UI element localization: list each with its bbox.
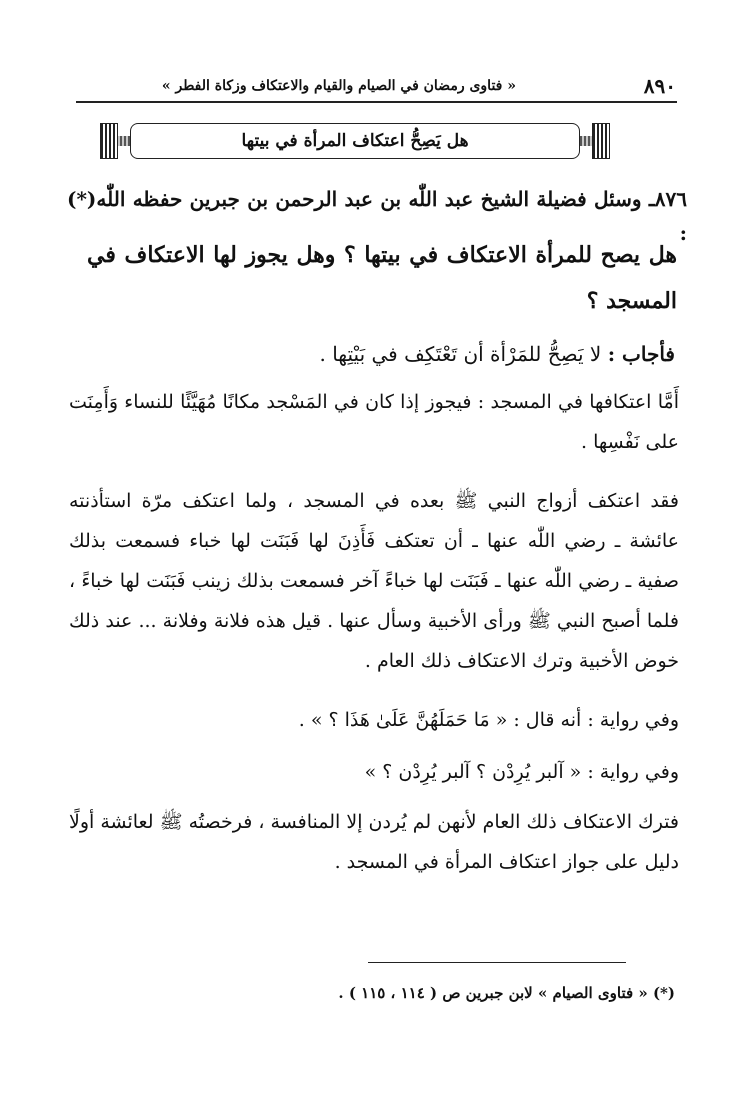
answer-lead: فأجاب : bbox=[607, 342, 675, 366]
footnote: (*) « فتاوى الصيام » لابن جبرين ص ( ١١٤ ، ١١٥ ) . bbox=[338, 984, 675, 1002]
question-text: هل يصح للمرأة الاعتكاف في بيتها ؟ وهل يجوز لها الاعتكاف في المسجد ؟ bbox=[87, 242, 677, 314]
section-title: هل يَصِحُّ اعتكاف المرأة في بيتها bbox=[130, 123, 580, 159]
header-rule bbox=[76, 101, 677, 103]
paragraph-conclusion: فترك الاعتكاف ذلك العام لأنهن لم يُردن إلا المنافسة ، فرخصتُه ﷺ لعائشة أولًا دليل على جواز اعتكاف المرأة في المسجد . bbox=[69, 811, 679, 873]
section-title-banner bbox=[100, 123, 610, 159]
footnote-rule bbox=[368, 962, 626, 963]
paragraph-mosque-condition: أَمَّا اعتكافها في المسجد : فيجوز إذا كان في المَسْجد مكانًا مُهَيَّئًا للنساء وَأَمِنَت على نَفْسِها . bbox=[69, 391, 679, 453]
banner-left-cap bbox=[100, 123, 118, 159]
banner-right-cap bbox=[592, 123, 610, 159]
book-title: « فتاوى رمضان في الصيام والقيام والاعتكاف وزكاة الفطر » bbox=[161, 78, 516, 94]
paragraph-narration-1: وفي رواية : أنه قال : « مَا حَمَلَهُنَّ عَلَىٰ هَذَا ؟ » . bbox=[298, 709, 679, 731]
running-header bbox=[76, 74, 676, 102]
paragraph-hadith-story: فقد اعتكف أزواج النبي ﷺ بعده في المسجد ، ولما اعتكف مرّة استأذنته عائشة ـ رضي اللّٰه عنها ـ أن تعتكف فَأَذِنَ لها فَبَنَت لها خباء فسمعت بذلك صفية ـ رضي اللّٰه عنها ـ فَبَنَت لها خباءً آخر فسمعت بذلك زينب فَبَنَت لها خباءً ، فلما أصبح النبي ﷺ ورأى الأخبية وسأل عنها . قيل هذه فلانة وفلانة ... عند ذلك خوض الأخبية وترك الاعتكاف ذلك العام . bbox=[69, 490, 679, 672]
page-number: ٨٩٠ bbox=[643, 74, 676, 98]
question-header: ٨٧٦ـ وسئل فضيلة الشيخ عبد اللّٰه بن عبد الرحمن بن جبرين حفظه اللّٰه(*) : bbox=[67, 187, 687, 245]
paragraph-narration-2: وفي رواية : « آلبر يُرِدْن ؟ آلبر يُرِدْن ؟ » bbox=[364, 761, 679, 783]
answer-paragraph bbox=[115, 334, 675, 374]
answer-text: لا يَصِحُّ للمَرْأة أن تَعْتَكِف في بَيْتِها . bbox=[319, 342, 602, 366]
